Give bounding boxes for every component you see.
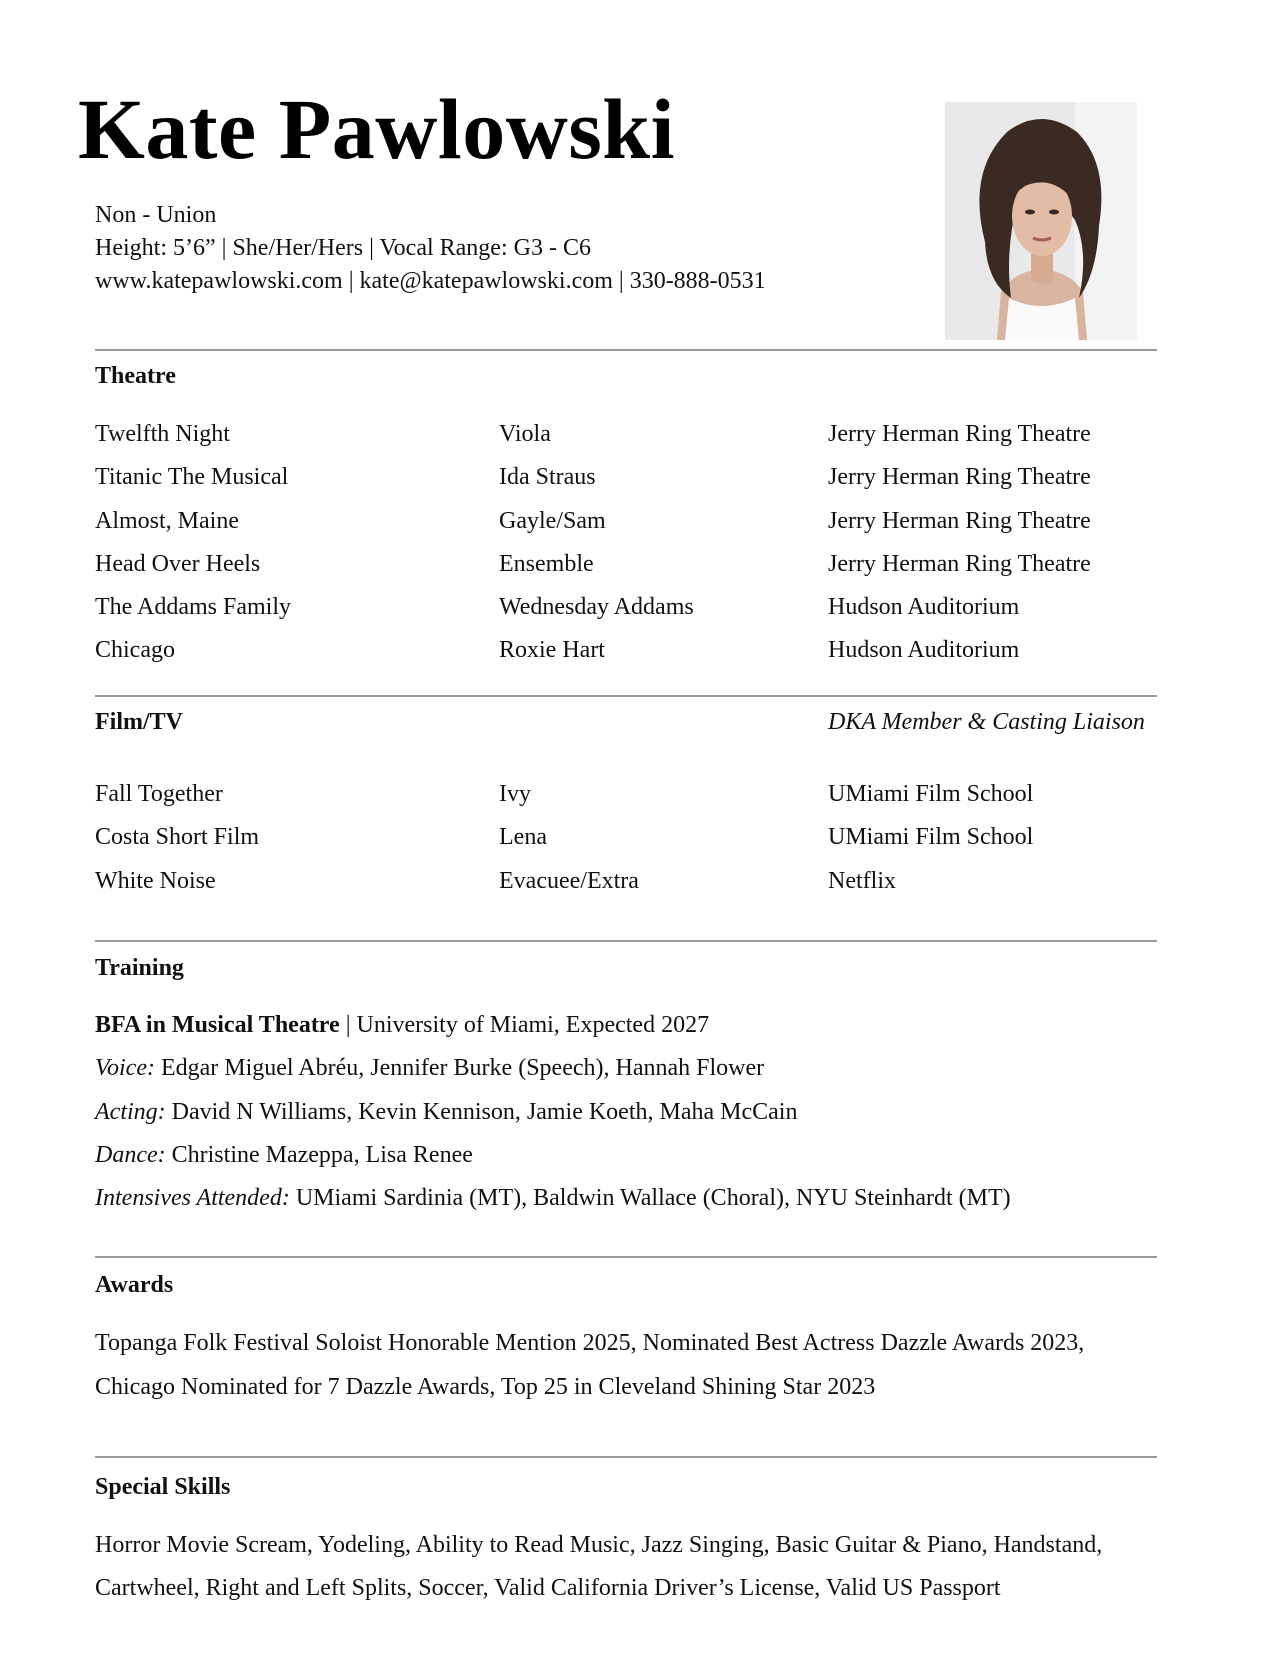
credit-row	[95, 422, 1157, 448]
intensives-list: UMiami Sardinia (MT), Baldwin Wallace (Choral), NYU Steinhardt (MT)	[289, 1185, 1011, 1211]
contact-line: www.katepawlowski.com | kate@katepawlowski.com | 330-888-0531	[95, 268, 766, 294]
name-heading: Kate Pawlowski	[78, 81, 676, 177]
section-divider	[95, 695, 1157, 697]
dance-teachers: Christine Mazeppa, Lisa Renee	[165, 1142, 473, 1168]
credit-venue: Netflix	[828, 868, 896, 894]
credit-venue: Jerry Herman Ring Theatre	[828, 508, 1091, 534]
degree-detail: | University of Miami, Expected 2027	[339, 1012, 710, 1038]
credit-role: Viola	[499, 421, 551, 447]
credit-show: Almost, Maine	[95, 508, 239, 534]
credit-show: Costa Short Film	[95, 824, 260, 850]
section-divider	[95, 940, 1157, 942]
credit-row	[95, 509, 1157, 535]
personal-details: Height: 5’6” | She/Her/Hers | Vocal Range: G3 - C6	[95, 235, 591, 261]
section-divider	[95, 1456, 1157, 1458]
credit-venue: Jerry Herman Ring Theatre	[828, 551, 1091, 577]
awards-heading: Awards	[95, 1272, 174, 1298]
credit-venue: UMiami Film School	[828, 781, 1034, 807]
training-intensives	[95, 1186, 1175, 1210]
training-degree	[95, 1013, 1175, 1037]
credit-show: The Addams Family	[95, 594, 291, 620]
credit-row	[95, 595, 1157, 621]
credit-row	[95, 869, 1157, 895]
training-dance	[95, 1143, 1175, 1167]
credit-role: Wednesday Addams	[499, 594, 694, 620]
credit-row	[95, 638, 1157, 664]
voice-teachers: Edgar Miguel Abréu, Jennifer Burke (Speech), Hannah Flower	[154, 1055, 765, 1081]
dance-label: Dance:	[95, 1142, 166, 1168]
voice-label: Voice:	[95, 1055, 155, 1081]
special-skills-heading: Special Skills	[95, 1474, 231, 1500]
credit-show: Head Over Heels	[95, 551, 261, 577]
dka-note: DKA Member & Casting Liaison	[828, 709, 1145, 735]
training-acting	[95, 1100, 1175, 1124]
acting-label: Acting:	[95, 1099, 166, 1125]
credit-venue: UMiami Film School	[828, 824, 1034, 850]
skills-line: Horror Movie Scream, Yodeling, Ability to Read Music, Jazz Singing, Basic Guitar & Piano, Handstand,	[95, 1532, 1103, 1558]
credit-row	[95, 825, 1157, 851]
credit-row	[95, 552, 1157, 578]
credit-show: Fall Together	[95, 781, 223, 807]
union-status: Non - Union	[95, 202, 217, 228]
credit-venue: Hudson Auditorium	[828, 637, 1020, 663]
awards-line: Topanga Folk Festival Soloist Honorable Mention 2025, Nominated Best Actress Dazzle Awards 2023,	[95, 1330, 1085, 1356]
acting-teachers: David N Williams, Kevin Kennison, Jamie Koeth, Maha McCain	[165, 1099, 798, 1125]
credit-role: Gayle/Sam	[499, 508, 606, 534]
credit-role: Ida Straus	[499, 464, 596, 490]
skills-line: Cartwheel, Right and Left Splits, Soccer, Valid California Driver’s License, Valid US Passport	[95, 1575, 1001, 1601]
credit-role: Roxie Hart	[499, 637, 605, 663]
intensives-label: Intensives Attended:	[95, 1185, 290, 1211]
credit-show: Titanic The Musical	[95, 464, 289, 490]
credit-show: Twelfth Night	[95, 421, 230, 447]
headshot-photo	[945, 102, 1137, 340]
section-divider	[95, 349, 1157, 351]
theatre-heading: Theatre	[95, 363, 176, 389]
credit-venue: Jerry Herman Ring Theatre	[828, 464, 1091, 490]
credit-role: Ivy	[499, 781, 531, 807]
credit-venue: Jerry Herman Ring Theatre	[828, 421, 1091, 447]
training-voice	[95, 1056, 1175, 1080]
section-divider	[95, 1256, 1157, 1258]
credit-row	[95, 782, 1157, 808]
credit-role: Evacuee/Extra	[499, 868, 639, 894]
awards-line: Chicago Nominated for 7 Dazzle Awards, Top 25 in Cleveland Shining Star 2023	[95, 1374, 876, 1400]
credit-show: Chicago	[95, 637, 175, 663]
credit-show: White Noise	[95, 868, 216, 894]
credit-row	[95, 465, 1157, 491]
credit-role: Lena	[499, 824, 547, 850]
degree-name: BFA in Musical Theatre	[95, 1012, 340, 1038]
credit-venue: Hudson Auditorium	[828, 594, 1020, 620]
training-heading: Training	[95, 955, 184, 981]
film-tv-heading: Film/TV	[95, 709, 183, 735]
credit-role: Ensemble	[499, 551, 594, 577]
